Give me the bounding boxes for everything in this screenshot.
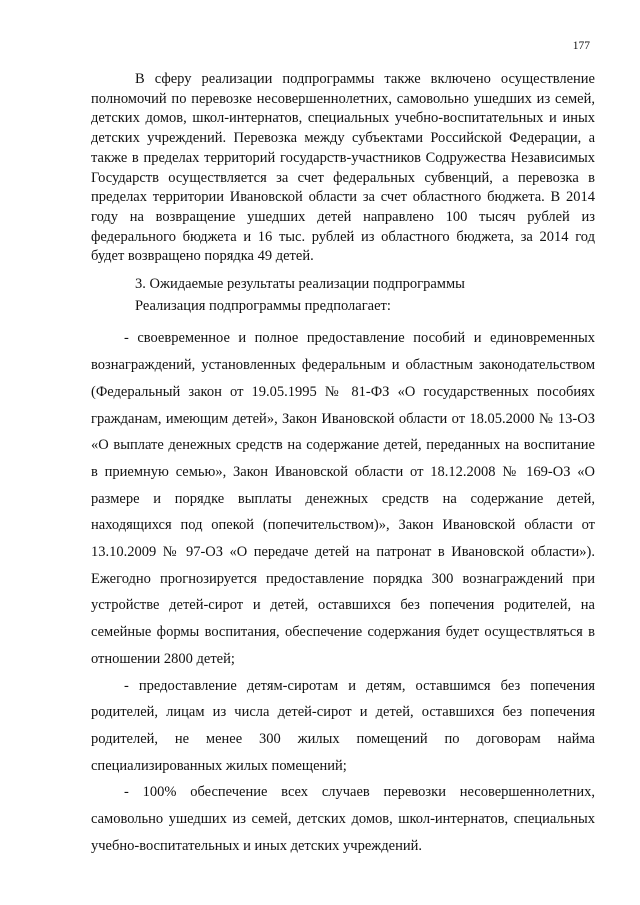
section-title: 3. Ожидаемые результаты реализации подпрограммы	[135, 276, 465, 293]
document-body	[91, 70, 595, 860]
list-item: - своевременное и полное предоставление пособий и единовременных вознаграждений, установленных федеральным и областным законодательством (Федеральный закон от 19.05.1995 № 81-ФЗ «О государственных пособиях гражданам, имеющим детей», Закон Ивановской области от 18.05.2000 № 13-ОЗ «О выплате денежных средств на содержание детей, переданных на воспитание в приемную семью», Закон Ивановской области от 18.12.2008 № 169-ОЗ «О размере и порядке выплаты денежных средств на содержание детей, находящихся под опекой (попечительством)», Закон Ивановской области от 13.10.2009 № 97-ОЗ «О передаче детей на патронат в Ивановской области»). Ежегодно прогнозируется предоставление порядка 300 вознаграждений при устройстве детей-сирот и детей, оставшихся без попечения родителей, на семейные формы воспитания, обеспечение содержания будет осуществляться в отношении 2800 детей;	[91, 330, 595, 667]
intro-paragraph: В сферу реализации подпрограммы также включено осуществление полномочий по перевозке несовершеннолетних, самовольно ушедших из семей, детских домов, школ-интернатов, специальных учебно-воспитательных и иных детских учреждений. Перевозка между субъектами Российской Федерации, а также в пределах территорий государств-участников Содружества Независимых Государств осуществляется за счет федеральных субвенций, а перевозка в пределах территории Ивановской области за счет областного бюджета. В 2014 году на возвращение ушедших детей направлено 100 тысяч рублей из федерального бюджета и 16 тыс. рублей из областного бюджета, за 2014 год будет возвращено порядка 49 детей.	[91, 71, 595, 265]
page-number: 177	[572, 40, 590, 52]
list-item: - 100% обеспечение всех случаев перевозки несовершеннолетних, самовольно ушедших из семей, детских домов, школ-интернатов, специальных учебно-воспитательных и иных детских учреждений.	[91, 784, 595, 854]
section-intro: Реализация подпрограммы предполагает:	[135, 297, 391, 314]
list-item: - предоставление детям-сиротам и детям, оставшимся без попечения родителей, лицам из числа детей-сирот и детей, оставшихся без попечения родителей, не менее 300 жилых помещений по договорам найма специализированных жилых помещений;	[91, 677, 595, 774]
